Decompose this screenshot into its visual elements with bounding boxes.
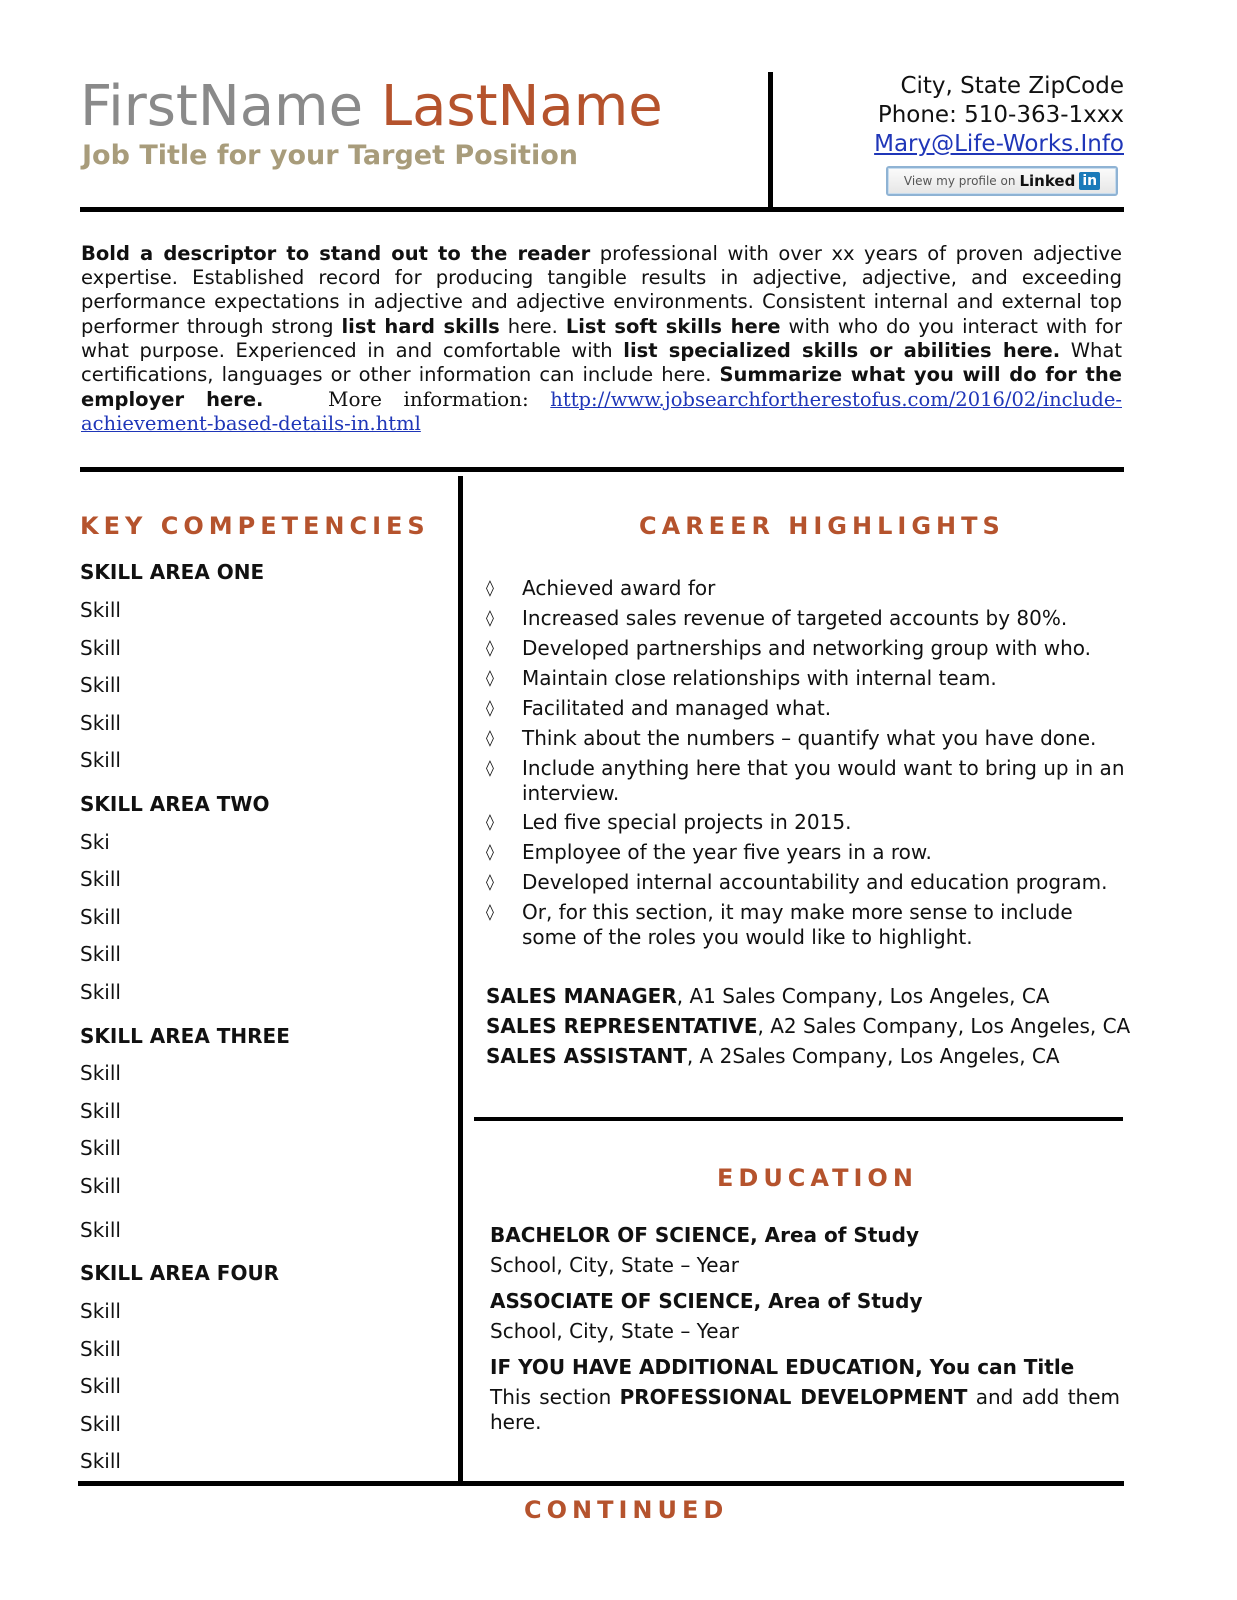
highlight-item xyxy=(486,726,1126,751)
linkedin-profile-button[interactable] xyxy=(886,166,1118,196)
skill-item: Skill xyxy=(80,1412,121,1436)
highlights-rule xyxy=(474,1117,1123,1121)
skill-item: Skill xyxy=(80,748,121,772)
skill-item: Ski xyxy=(80,830,110,854)
diamond-bullet-icon: ◊ xyxy=(486,608,494,627)
summary-text: professional with over xx years of proven adjective expertise. Established record for producing tangible results in adjective, adjective, and exceeding performance expectations in adjective and adjective environments. Consistent internal and external top performer through strong xyxy=(81,242,1122,338)
city-state-zip: City, State ZipCode xyxy=(900,73,1124,99)
skill-item: Skill xyxy=(80,1449,121,1473)
highlight-text: Developed internal accountability and education program. xyxy=(522,870,1108,894)
diamond-bullet-icon: ◊ xyxy=(486,638,494,657)
professional-development: PROFESSIONAL DEVELOPMENT xyxy=(619,1385,968,1409)
highlight-item xyxy=(486,870,1126,895)
column-divider xyxy=(458,476,463,1484)
extra-text: and add them here. xyxy=(490,1385,1121,1434)
extra-text: This section xyxy=(490,1385,620,1409)
summary-text: with who do you interact with for what purpose. Experienced in and comfortable with xyxy=(81,314,1122,362)
more-info-link[interactable]: http://www.jobsearchfortherestofus.com/2016/02/include-achievement-based-details-in.html xyxy=(81,388,1122,436)
skill-item: Skill xyxy=(80,1061,121,1085)
highlight-text: Increased sales revenue of targeted accounts by 80%. xyxy=(522,606,1068,630)
skill-item: Skill xyxy=(80,1136,121,1160)
professional-summary xyxy=(81,242,1122,437)
school-line: School, City, State – Year xyxy=(490,1253,740,1277)
highlight-text: Maintain close relationships with internal team. xyxy=(522,666,997,690)
role-line xyxy=(486,984,1049,1008)
summary-specialized-skills: list specialized skills or abilities here. xyxy=(623,338,1061,362)
diamond-bullet-icon: ◊ xyxy=(486,728,494,747)
skill-item: Skill xyxy=(80,905,121,929)
job-title: Job Title for your Target Position xyxy=(82,140,578,171)
footer-rule xyxy=(78,1481,1124,1486)
skill-item: Skill xyxy=(80,1099,121,1123)
skill-item: Skill xyxy=(80,867,121,891)
role-company: , A1 Sales Company, Los Angeles, CA xyxy=(676,984,1050,1008)
diamond-bullet-icon: ◊ xyxy=(486,578,494,597)
degree-bachelor: BACHELOR OF SCIENCE, Area of Study xyxy=(490,1223,919,1247)
skill-item: Skill xyxy=(80,598,121,622)
degree-associate: ASSOCIATE OF SCIENCE, Area of Study xyxy=(490,1289,923,1313)
diamond-bullet-icon: ◊ xyxy=(486,872,494,891)
summary-text: here. xyxy=(499,314,566,338)
highlight-item xyxy=(486,636,1126,661)
diamond-bullet-icon: ◊ xyxy=(486,668,494,687)
header-divider xyxy=(768,72,773,210)
skill-item: Skill xyxy=(80,636,121,660)
highlight-text: Think about the numbers – quantify what you have done. xyxy=(522,726,1097,750)
role-title: SALES ASSISTANT xyxy=(486,1044,687,1068)
skill-item: Skill xyxy=(80,1299,121,1323)
highlight-text: Include anything here that you would want to bring up in an interview. xyxy=(522,756,1125,805)
role-company: , A2 Sales Company, Los Angeles, CA xyxy=(757,1014,1131,1038)
key-competencies-title: KEY COMPETENCIES xyxy=(80,512,430,540)
skill-item: Skill xyxy=(80,1218,121,1242)
highlight-item xyxy=(486,840,1126,865)
highlight-text: Achieved award for xyxy=(522,576,716,600)
highlight-item xyxy=(486,810,1126,835)
skill-item: Skill xyxy=(80,1174,121,1198)
summary-employer-value: Summarize what you will do for the employer here. xyxy=(81,363,1122,412)
diamond-bullet-icon: ◊ xyxy=(486,842,494,861)
diamond-bullet-icon: ◊ xyxy=(486,902,494,921)
additional-education-text xyxy=(490,1385,1120,1434)
highlight-item xyxy=(486,696,1126,721)
email-link[interactable]: Mary@Life-Works.Info xyxy=(874,131,1124,157)
applicant-name xyxy=(80,72,663,142)
linkedin-logo-text: Linked xyxy=(1019,172,1076,190)
highlight-item xyxy=(486,756,1126,805)
highlight-item xyxy=(486,900,1126,949)
skill-item: Skill xyxy=(80,980,121,1004)
summary-descriptor: Bold a descriptor to stand out to the reader xyxy=(81,242,591,265)
highlight-text: Or, for this section, it may make more sense to include some of the roles you would like to highlight. xyxy=(522,900,1073,949)
summary-text: What certifications, languages or other information can include here. xyxy=(81,338,1122,387)
summary-hard-skills: list hard skills xyxy=(341,314,500,338)
role-company: , A 2Sales Company, Los Angeles, CA xyxy=(686,1044,1060,1068)
contact-block xyxy=(874,72,1124,159)
skill-area-two: SKILL AREA TWO xyxy=(80,792,270,816)
skill-area-one: SKILL AREA ONE xyxy=(80,560,265,584)
last-name: LastName xyxy=(380,74,663,139)
more-info-label: More information: xyxy=(263,387,551,412)
header-rule xyxy=(80,207,1124,212)
highlight-text: Led five special projects in 2015. xyxy=(522,810,852,834)
skill-item: Skill xyxy=(80,942,121,966)
phone: Phone: 510-363-1xxx xyxy=(877,102,1124,128)
diamond-bullet-icon: ◊ xyxy=(486,698,494,717)
highlight-item xyxy=(486,666,1126,691)
summary-rule xyxy=(80,467,1124,472)
role-title: SALES REPRESENTATIVE xyxy=(486,1014,758,1038)
skill-item: Skill xyxy=(80,1337,121,1361)
highlight-text: Facilitated and managed what. xyxy=(522,696,832,720)
role-line xyxy=(486,1044,1060,1068)
highlight-item xyxy=(486,606,1126,631)
diamond-bullet-icon: ◊ xyxy=(486,758,494,777)
skill-item: Skill xyxy=(80,1374,121,1398)
continued-label: CONTINUED xyxy=(524,1496,729,1524)
highlight-item xyxy=(486,576,1126,601)
education-title: EDUCATION xyxy=(717,1164,918,1192)
diamond-bullet-icon: ◊ xyxy=(486,812,494,831)
highlight-text: Employee of the year five years in a row. xyxy=(522,840,932,864)
first-name: FirstName xyxy=(80,74,364,139)
summary-soft-skills: List soft skills here xyxy=(565,314,781,338)
school-line: School, City, State – Year xyxy=(490,1319,740,1343)
additional-education-title: IF YOU HAVE ADDITIONAL EDUCATION, You can Title xyxy=(490,1355,1075,1379)
career-highlights-title: CAREER HIGHLIGHTS xyxy=(639,512,1005,540)
skill-item: Skill xyxy=(80,711,121,735)
skill-item: Skill xyxy=(80,673,121,697)
linkedin-prefix: View my profile on xyxy=(903,174,1016,188)
role-line xyxy=(486,1014,1130,1038)
linkedin-icon: in xyxy=(1079,172,1100,190)
skill-area-four: SKILL AREA FOUR xyxy=(80,1261,280,1285)
skill-area-three: SKILL AREA THREE xyxy=(80,1024,290,1048)
role-title: SALES MANAGER xyxy=(486,984,677,1008)
highlight-text: Developed partnerships and networking group with who. xyxy=(522,636,1092,660)
